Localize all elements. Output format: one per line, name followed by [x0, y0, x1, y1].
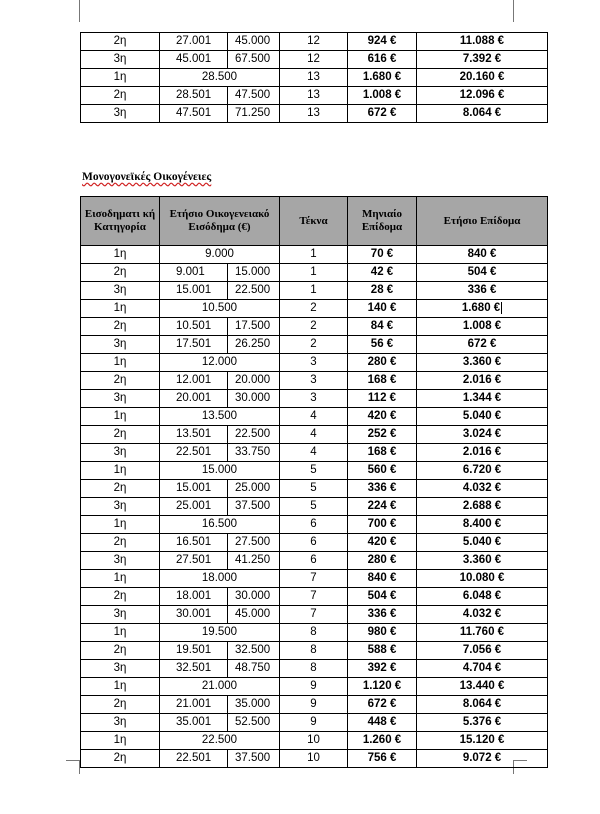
- category-cell: 3η: [81, 51, 160, 69]
- income-limit-cell: 18.000: [160, 570, 280, 588]
- header-income: Ετήσιο Οικογενειακό Εισόδημα (€): [160, 197, 280, 246]
- table-row: [81, 264, 548, 282]
- children-cell: 7: [280, 606, 348, 624]
- table-row: [81, 105, 548, 123]
- category-cell: 1η: [81, 732, 160, 750]
- annual-benefit-cell: 5.040 €: [417, 408, 548, 426]
- income-limit-cell: 13.500: [160, 408, 280, 426]
- table-row: [81, 588, 548, 606]
- income-low-cell: 30.001: [160, 606, 228, 624]
- category-cell: 3η: [81, 714, 160, 732]
- header-children: Τέκνα: [280, 197, 348, 246]
- top-benefits-table: [80, 32, 548, 123]
- children-cell: 4: [280, 408, 348, 426]
- income-low-cell: 17.501: [160, 336, 228, 354]
- monthly-benefit-cell: 1.008 €: [348, 87, 417, 105]
- income-high-cell: 33.750: [228, 444, 280, 462]
- annual-benefit-cell: 15.120 €: [417, 732, 548, 750]
- monthly-benefit-cell: 448 €: [348, 714, 417, 732]
- category-cell: 3η: [81, 390, 160, 408]
- table-row: [81, 480, 548, 498]
- monthly-benefit-cell: 588 €: [348, 642, 417, 660]
- monthly-benefit-cell: 42 €: [348, 264, 417, 282]
- children-cell: 5: [280, 498, 348, 516]
- income-low-cell: 20.001: [160, 390, 228, 408]
- category-cell: 2η: [81, 696, 160, 714]
- children-cell: 4: [280, 426, 348, 444]
- children-cell: 8: [280, 624, 348, 642]
- category-cell: 2η: [81, 534, 160, 552]
- category-cell: 1η: [81, 462, 160, 480]
- children-cell: 6: [280, 552, 348, 570]
- category-cell: 3η: [81, 444, 160, 462]
- table-row: [81, 750, 548, 768]
- children-cell: 8: [280, 642, 348, 660]
- children-cell: 9: [280, 678, 348, 696]
- table-row: [81, 516, 548, 534]
- children-cell: 9: [280, 714, 348, 732]
- income-limit-cell: 22.500: [160, 732, 280, 750]
- annual-benefit-cell: 2.688 €: [417, 498, 548, 516]
- children-cell: 3: [280, 354, 348, 372]
- income-high-cell: 17.500: [228, 318, 280, 336]
- income-limit-cell: 28.500: [160, 69, 280, 87]
- table-row: [81, 714, 548, 732]
- monthly-benefit-cell: 280 €: [348, 354, 417, 372]
- annual-benefit-cell: 12.096 €: [417, 87, 548, 105]
- annual-benefit-cell: 1.008 €: [417, 318, 548, 336]
- table-row: [81, 33, 548, 51]
- category-cell: 2η: [81, 33, 160, 51]
- income-limit-cell: 10.500: [160, 300, 280, 318]
- category-cell: 1η: [81, 516, 160, 534]
- monthly-benefit-cell: 420 €: [348, 534, 417, 552]
- children-cell: 1: [280, 282, 348, 300]
- annual-benefit-cell: 20.160 €: [417, 69, 548, 87]
- annual-benefit-cell: 2.016 €: [417, 444, 548, 462]
- children-cell: 5: [280, 462, 348, 480]
- monthly-benefit-cell: 924 €: [348, 33, 417, 51]
- table-row: [81, 498, 548, 516]
- category-cell: 1η: [81, 354, 160, 372]
- annual-benefit-cell: 3.360 €: [417, 552, 548, 570]
- table-row: [81, 642, 548, 660]
- table-row: [81, 318, 548, 336]
- section-title: Μονογονεϊκές Οικογένειες: [82, 171, 212, 183]
- income-limit-cell: 12.000: [160, 354, 280, 372]
- category-cell: 2η: [81, 318, 160, 336]
- annual-benefit-cell: 3.024 €: [417, 426, 548, 444]
- category-cell: 2η: [81, 372, 160, 390]
- income-low-cell: 27.501: [160, 552, 228, 570]
- children-cell: 13: [280, 105, 348, 123]
- income-high-cell: 48.750: [228, 660, 280, 678]
- children-cell: 7: [280, 570, 348, 588]
- children-cell: 6: [280, 516, 348, 534]
- monthly-benefit-cell: 140 €: [348, 300, 417, 318]
- income-low-cell: 27.001: [160, 33, 228, 51]
- annual-benefit-cell: 10.080 €: [417, 570, 548, 588]
- income-low-cell: 32.501: [160, 660, 228, 678]
- category-cell: 1η: [81, 678, 160, 696]
- category-cell: 3η: [81, 552, 160, 570]
- income-high-cell: 35.000: [228, 696, 280, 714]
- children-cell: 6: [280, 534, 348, 552]
- top-table-body: [81, 33, 548, 123]
- children-cell: 10: [280, 750, 348, 768]
- children-cell: 13: [280, 69, 348, 87]
- income-low-cell: 13.501: [160, 426, 228, 444]
- monthly-benefit-cell: 1.260 €: [348, 732, 417, 750]
- table-row: [81, 336, 548, 354]
- annual-benefit-cell: 9.072 €: [417, 750, 548, 768]
- children-cell: 12: [280, 51, 348, 69]
- category-cell: 3η: [81, 105, 160, 123]
- income-high-cell: 15.000: [228, 264, 280, 282]
- income-low-cell: 19.501: [160, 642, 228, 660]
- income-high-cell: 45.000: [228, 33, 280, 51]
- table-row: [81, 534, 548, 552]
- monthly-benefit-cell: 84 €: [348, 318, 417, 336]
- table-row: [81, 426, 548, 444]
- income-limit-cell: 15.000: [160, 462, 280, 480]
- annual-benefit-cell: 840 €: [417, 246, 548, 264]
- income-low-cell: 12.001: [160, 372, 228, 390]
- monthly-benefit-cell: 700 €: [348, 516, 417, 534]
- monthly-benefit-cell: 28 €: [348, 282, 417, 300]
- income-high-cell: 25.000: [228, 480, 280, 498]
- annual-benefit-cell: 8.400 €: [417, 516, 548, 534]
- children-cell: 7: [280, 588, 348, 606]
- table-row: [81, 462, 548, 480]
- monthly-benefit-cell: 1.680 €: [348, 69, 417, 87]
- category-cell: 3η: [81, 606, 160, 624]
- children-cell: 9: [280, 696, 348, 714]
- annual-benefit-cell: 2.016 €: [417, 372, 548, 390]
- income-high-cell: 47.500: [228, 87, 280, 105]
- category-cell: 1η: [81, 624, 160, 642]
- income-high-cell: 27.500: [228, 534, 280, 552]
- income-high-cell: 20.000: [228, 372, 280, 390]
- monthly-benefit-cell: 672 €: [348, 696, 417, 714]
- annual-benefit-cell: 6.048 €: [417, 588, 548, 606]
- annual-benefit-cell: 5.040 €: [417, 534, 548, 552]
- income-high-cell: 22.500: [228, 282, 280, 300]
- table-row: [81, 624, 548, 642]
- table-row: [81, 69, 548, 87]
- table-header-row: [81, 197, 548, 246]
- income-high-cell: 71.250: [228, 105, 280, 123]
- monthly-benefit-cell: 224 €: [348, 498, 417, 516]
- annual-benefit-cell: 8.064 €: [417, 696, 548, 714]
- income-low-cell: 35.001: [160, 714, 228, 732]
- category-cell: 2η: [81, 642, 160, 660]
- children-cell: 3: [280, 390, 348, 408]
- category-cell: 1η: [81, 408, 160, 426]
- children-cell: 2: [280, 318, 348, 336]
- income-low-cell: 15.001: [160, 282, 228, 300]
- monthly-benefit-cell: 280 €: [348, 552, 417, 570]
- monthly-benefit-cell: 756 €: [348, 750, 417, 768]
- income-low-cell: 25.001: [160, 498, 228, 516]
- annual-benefit-cell: 4.032 €: [417, 606, 548, 624]
- annual-benefit-cell: 336 €: [417, 282, 548, 300]
- monthly-benefit-cell: 420 €: [348, 408, 417, 426]
- monthly-benefit-cell: 336 €: [348, 480, 417, 498]
- annual-benefit-cell: 5.376 €: [417, 714, 548, 732]
- category-cell: 1η: [81, 246, 160, 264]
- monthly-benefit-cell: 112 €: [348, 390, 417, 408]
- table-row: [81, 354, 548, 372]
- annual-benefit-cell: 3.360 €: [417, 354, 548, 372]
- children-cell: 8: [280, 660, 348, 678]
- income-high-cell: 41.250: [228, 552, 280, 570]
- annual-benefit-cell: 4.032 €: [417, 480, 548, 498]
- annual-benefit-cell: 11.760 €: [417, 624, 548, 642]
- table-row: [81, 51, 548, 69]
- children-cell: 3: [280, 372, 348, 390]
- annual-benefit-cell: 8.064 €: [417, 105, 548, 123]
- page-margin-mark: [66, 760, 80, 761]
- children-cell: 1: [280, 246, 348, 264]
- income-low-cell: 15.001: [160, 480, 228, 498]
- table-row: [81, 372, 548, 390]
- income-high-cell: 52.500: [228, 714, 280, 732]
- children-cell: 10: [280, 732, 348, 750]
- category-cell: 3η: [81, 660, 160, 678]
- table-row: [81, 444, 548, 462]
- income-low-cell: 10.501: [160, 318, 228, 336]
- table-row: [81, 696, 548, 714]
- header-category: Εισοδηματι κή Κατηγορία: [81, 197, 160, 246]
- income-low-cell: 21.001: [160, 696, 228, 714]
- annual-benefit-cell: 672 €: [417, 336, 548, 354]
- annual-benefit-cell: 1.344 €: [417, 390, 548, 408]
- income-high-cell: 37.500: [228, 498, 280, 516]
- monthly-benefit-cell: 980 €: [348, 624, 417, 642]
- children-cell: 12: [280, 33, 348, 51]
- annual-benefit-cell: 1.680 €: [417, 300, 548, 318]
- annual-benefit-cell: 13.440 €: [417, 678, 548, 696]
- income-low-cell: 28.501: [160, 87, 228, 105]
- income-high-cell: 37.500: [228, 750, 280, 768]
- income-high-cell: 30.000: [228, 390, 280, 408]
- table-row: [81, 678, 548, 696]
- monthly-benefit-cell: 392 €: [348, 660, 417, 678]
- page-margin-mark: [513, 0, 514, 22]
- table-row: [81, 660, 548, 678]
- annual-benefit-cell: 6.720 €: [417, 462, 548, 480]
- income-limit-cell: 9.000: [160, 246, 280, 264]
- category-cell: 3η: [81, 336, 160, 354]
- text-cursor: [501, 302, 502, 314]
- monthly-benefit-cell: 252 €: [348, 426, 417, 444]
- category-cell: 1η: [81, 570, 160, 588]
- monthly-benefit-cell: 70 €: [348, 246, 417, 264]
- table-row: [81, 570, 548, 588]
- children-cell: 2: [280, 336, 348, 354]
- table-row: [81, 732, 548, 750]
- children-cell: 1: [280, 264, 348, 282]
- annual-benefit-cell: 7.056 €: [417, 642, 548, 660]
- income-low-cell: 18.001: [160, 588, 228, 606]
- monthly-benefit-cell: 840 €: [348, 570, 417, 588]
- category-cell: 2η: [81, 264, 160, 282]
- category-cell: 3η: [81, 498, 160, 516]
- table-row: [81, 606, 548, 624]
- income-low-cell: 47.501: [160, 105, 228, 123]
- monthly-benefit-cell: 168 €: [348, 444, 417, 462]
- single-parent-benefits-table: [80, 196, 548, 768]
- monthly-benefit-cell: 560 €: [348, 462, 417, 480]
- children-cell: 5: [280, 480, 348, 498]
- header-annual: Ετήσιο Επίδομα: [417, 197, 548, 246]
- table-row: [81, 300, 548, 318]
- category-cell: 2η: [81, 87, 160, 105]
- category-cell: 2η: [81, 750, 160, 768]
- children-cell: 13: [280, 87, 348, 105]
- children-cell: 4: [280, 444, 348, 462]
- annual-benefit-cell: 7.392 €: [417, 51, 548, 69]
- table-row: [81, 87, 548, 105]
- category-cell: 3η: [81, 282, 160, 300]
- income-low-cell: 16.501: [160, 534, 228, 552]
- category-cell: 1η: [81, 69, 160, 87]
- monthly-benefit-cell: 1.120 €: [348, 678, 417, 696]
- table-row: [81, 282, 548, 300]
- income-high-cell: 26.250: [228, 336, 280, 354]
- children-cell: 2: [280, 300, 348, 318]
- category-cell: 2η: [81, 426, 160, 444]
- monthly-benefit-cell: 672 €: [348, 105, 417, 123]
- annual-benefit-cell: 4.704 €: [417, 660, 548, 678]
- table-row: [81, 552, 548, 570]
- table-row: [81, 390, 548, 408]
- monthly-benefit-cell: 168 €: [348, 372, 417, 390]
- page-margin-mark: [79, 0, 80, 22]
- income-high-cell: 30.000: [228, 588, 280, 606]
- income-high-cell: 32.500: [228, 642, 280, 660]
- income-limit-cell: 19.500: [160, 624, 280, 642]
- table-row: [81, 408, 548, 426]
- income-high-cell: 45.000: [228, 606, 280, 624]
- income-low-cell: 22.501: [160, 750, 228, 768]
- annual-benefit-cell: 11.088 €: [417, 33, 548, 51]
- income-low-cell: 22.501: [160, 444, 228, 462]
- monthly-benefit-cell: 504 €: [348, 588, 417, 606]
- monthly-benefit-cell: 56 €: [348, 336, 417, 354]
- income-high-cell: 67.500: [228, 51, 280, 69]
- main-table-body: [81, 246, 548, 768]
- monthly-benefit-cell: 616 €: [348, 51, 417, 69]
- annual-benefit-cell: 504 €: [417, 264, 548, 282]
- income-limit-cell: 21.000: [160, 678, 280, 696]
- category-cell: 1η: [81, 300, 160, 318]
- header-monthly: Μηνιαίο Επίδομα: [348, 197, 417, 246]
- income-low-cell: 9.001: [160, 264, 228, 282]
- income-high-cell: 22.500: [228, 426, 280, 444]
- monthly-benefit-cell: 336 €: [348, 606, 417, 624]
- table-row: [81, 246, 548, 264]
- income-low-cell: 45.001: [160, 51, 228, 69]
- category-cell: 2η: [81, 480, 160, 498]
- income-limit-cell: 16.500: [160, 516, 280, 534]
- category-cell: 2η: [81, 588, 160, 606]
